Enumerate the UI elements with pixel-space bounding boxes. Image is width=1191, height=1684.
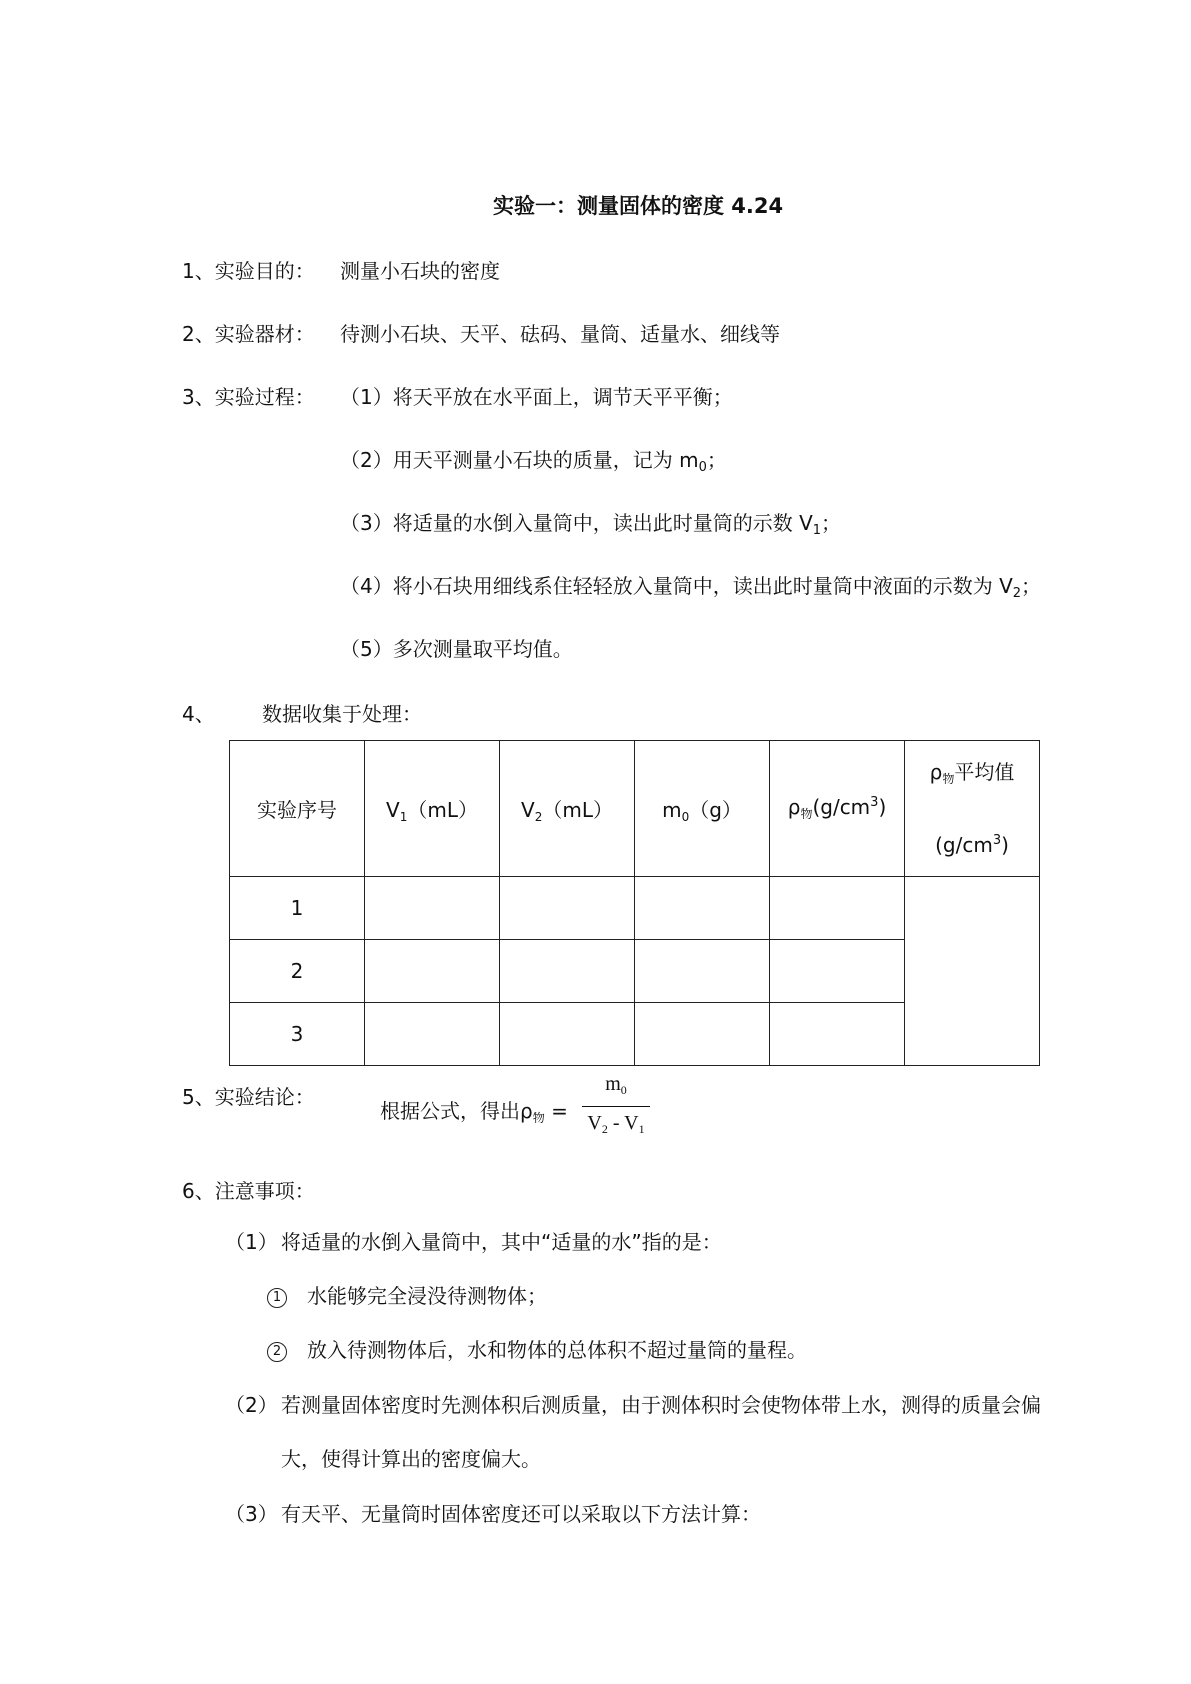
section-5-label: 5、实验结论：: [182, 1085, 315, 1109]
header-trial-number: 实验序号: [230, 741, 365, 877]
section-2-text: 待测小石块、天平、砝码、量筒、适量水、细线等: [340, 322, 780, 346]
table-cell: [635, 940, 770, 1003]
density-formula-fraction: [582, 1072, 650, 1141]
note-1-text: 将适量的水倒入量筒中，其中“适量的水”指的是：: [281, 1230, 722, 1254]
average-cell: [905, 877, 1040, 1066]
table-cell: [770, 877, 905, 940]
step-2: （2）用天平测量小石块的质量，记为 $m_0$；: [340, 448, 727, 475]
header-v2: $V_2(mL)$: [500, 741, 635, 877]
trial-number-cell: 3: [230, 1003, 365, 1066]
header-density: $\rho_物(g/cm^3)$: [770, 741, 905, 877]
formula-denominator: $V_2 - V_1$: [587, 1112, 645, 1136]
section-1-label: 1、实验目的：: [182, 259, 315, 283]
table-cell: [500, 1003, 635, 1066]
page-title: 实验一：测量固体的密度 4.24: [493, 194, 784, 218]
table-row: [230, 877, 1040, 940]
section-1-text: 测量小石块的密度: [340, 259, 500, 283]
trial-number-cell: 1: [230, 877, 365, 940]
note-2-continuation: 大，使得计算出的密度偏大。: [281, 1447, 541, 1471]
table-cell: [770, 1003, 905, 1066]
fraction-bar: [582, 1106, 650, 1107]
formula-numerator: $m_0$: [605, 1073, 627, 1097]
step-1: （1）将天平放在水平面上，调节天平平衡；: [340, 385, 733, 409]
header-density-average: $\rho_物$平均值 $(g/cm^3)$: [905, 741, 1040, 877]
note-1-item-1: 1 水能够完全浸没待测物体；: [267, 1283, 547, 1309]
formula-text: 根据公式，得出$\rho_物$ =: [380, 1099, 568, 1125]
table-cell: [500, 877, 635, 940]
section-2-label: 2、实验器材：: [182, 322, 315, 346]
note-2-number: （2）: [225, 1393, 278, 1417]
step-5: （5）多次测量取平均值。: [340, 637, 573, 661]
data-table: [229, 740, 1040, 1066]
table-cell: [365, 1003, 500, 1066]
note-1-number: （1）: [225, 1230, 278, 1254]
table-header-row: [230, 741, 1040, 877]
note-2-text: 若测量固体密度时先测体积后测质量，由于测体积时会使物体带上水，测得的质量会偏: [281, 1393, 1041, 1417]
step-4: （4）将小石块用细线系住轻轻放入量筒中，读出此时量筒中液面的示数为 $V_2$；: [340, 574, 1042, 601]
note-1-item-2: 2 放入待测物体后，水和物体的总体积不超过量筒的量程。: [267, 1337, 807, 1363]
section-3-label: 3、实验过程：: [182, 385, 315, 409]
table-cell: [365, 940, 500, 1003]
note-3-text: 有天平、无量筒时固体密度还可以采取以下方法计算：: [281, 1502, 761, 1526]
note-3-number: （3）: [225, 1502, 278, 1526]
header-m0: $m_0(g)$: [635, 741, 770, 877]
table-cell: [365, 877, 500, 940]
table-cell: [770, 940, 905, 1003]
section-4-label: 4、: [182, 702, 215, 726]
header-v1: $V_1(mL)$: [365, 741, 500, 877]
section-6-label: 6、注意事项：: [182, 1179, 315, 1203]
circled-number-1: 1: [267, 1288, 287, 1308]
circled-number-2: 2: [267, 1342, 287, 1362]
table-cell: [635, 1003, 770, 1066]
section-4-text: 数据收集于处理：: [262, 702, 422, 726]
step-3: （3）将适量的水倒入量筒中，读出此时量筒的示数 $V_1$；: [340, 511, 842, 538]
table-cell: [635, 877, 770, 940]
trial-number-cell: 2: [230, 940, 365, 1003]
table-cell: [500, 940, 635, 1003]
